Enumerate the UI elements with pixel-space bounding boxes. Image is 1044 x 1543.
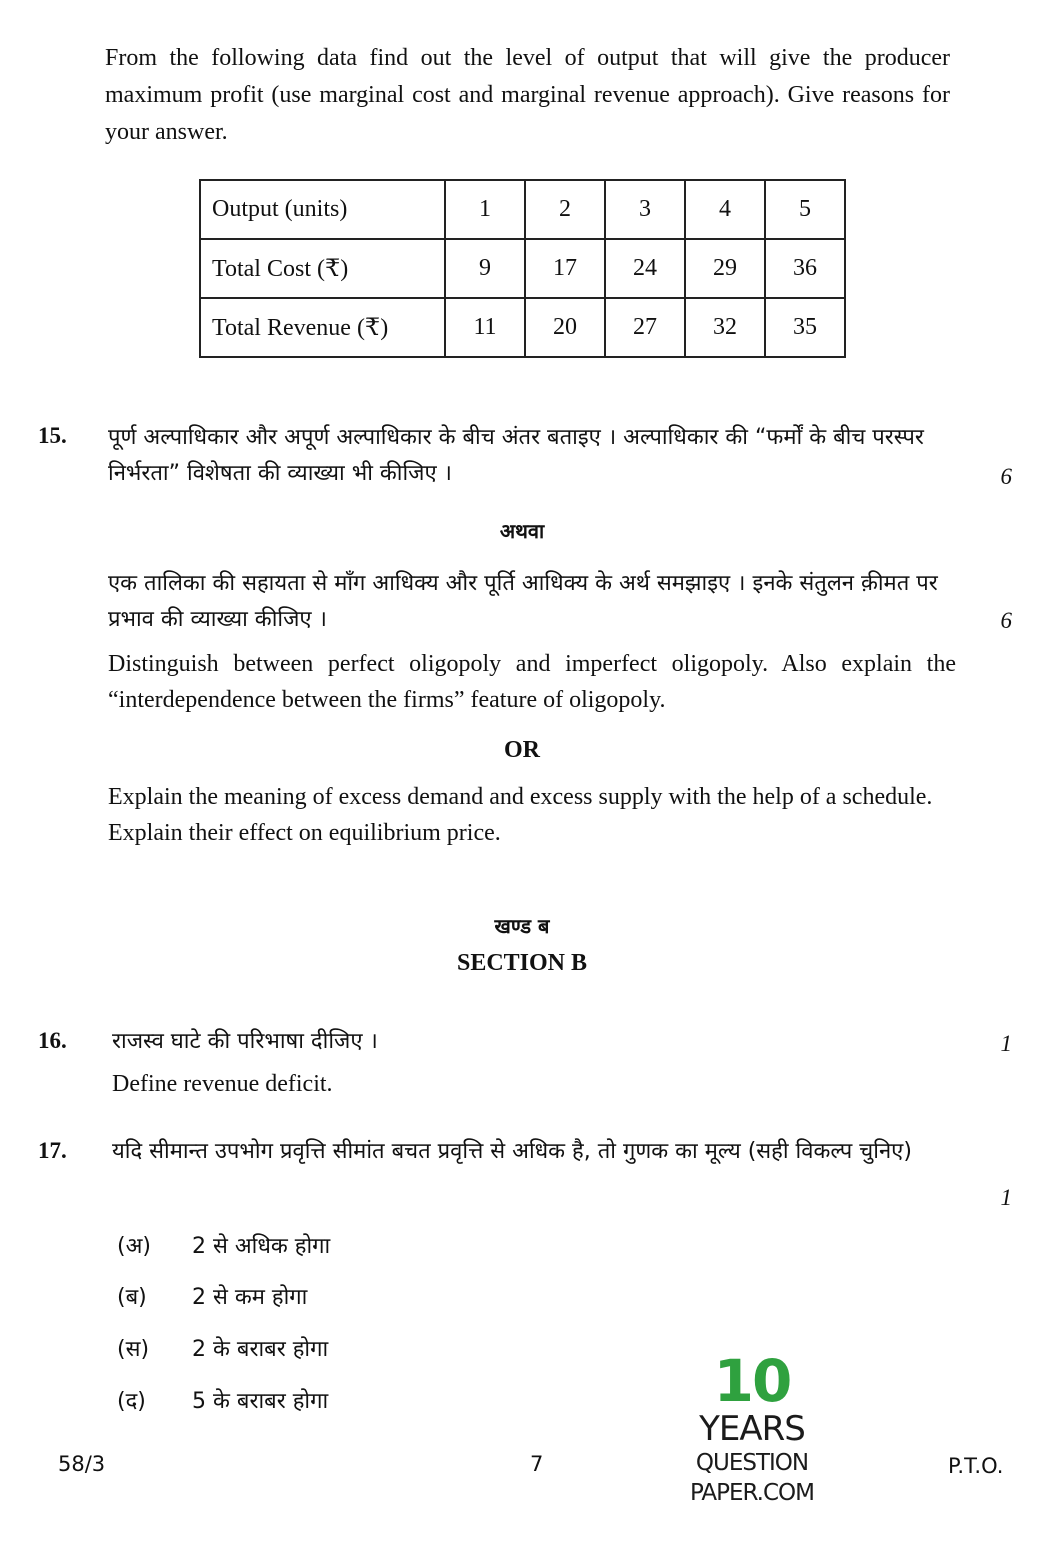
table-cell: 20 bbox=[525, 298, 605, 357]
table-cell: 11 bbox=[445, 298, 525, 357]
table-cell: 5 bbox=[765, 180, 845, 239]
question-16-number: 16. bbox=[38, 1028, 67, 1053]
cost-revenue-table bbox=[199, 179, 846, 358]
table-cell: 3 bbox=[605, 180, 685, 239]
page-number: 7 bbox=[530, 1452, 544, 1476]
question-15-hindi: पूर्ण अल्पाधिकार और अपूर्ण अल्पाधिकार के बीच अंतर बताइए । अल्पाधिकार की “फर्मों के बीच परस्पर निर्भरता” विशेषता की व्याख्या भी कीजिए । bbox=[108, 425, 924, 486]
option-label: (अ) bbox=[117, 1234, 151, 1259]
logo-site-name: QUESTION PAPER.COM bbox=[689, 1450, 814, 1506]
table-cell: 36 bbox=[765, 239, 845, 298]
pto-label: P.T.O. bbox=[948, 1454, 1004, 1478]
table-cell: 35 bbox=[765, 298, 845, 357]
question-15-marks: 6 bbox=[1000, 464, 1012, 489]
table-cell: 32 bbox=[685, 298, 765, 357]
question-15-hindi-alternative: एक तालिका की सहायता से माँग आधिक्य और पूर्ति आधिक्य के अर्थ समझाइए । इनके संतुलन क़ीमत पर प्रभाव की व्याख्या कीजिए । bbox=[108, 571, 938, 632]
row-label: Total Cost (₹) bbox=[200, 239, 445, 298]
question-16-marks: 1 bbox=[1000, 1031, 1012, 1056]
question-16-hindi: राजस्व घाटे की परिभाषा दीजिए । bbox=[112, 1029, 378, 1054]
paper-code: 58/3 bbox=[58, 1452, 106, 1476]
question-15-english-alternative: Explain the meaning of excess demand and excess supply with the help of a schedule. Explain their effect on equilibrium price. bbox=[108, 784, 933, 846]
option-a bbox=[117, 1230, 517, 1262]
table-cell: 27 bbox=[605, 298, 685, 357]
option-label: (स) bbox=[117, 1337, 150, 1362]
or-hindi: अथवा bbox=[499, 519, 545, 543]
logo-years: YEARS bbox=[699, 1409, 805, 1449]
section-heading: SECTION B bbox=[456, 950, 588, 976]
option-text: 2 से कम होगा bbox=[192, 1285, 308, 1310]
or-english: OR bbox=[504, 737, 540, 763]
site-logo bbox=[633, 1347, 871, 1508]
question-17-marks: 1 bbox=[1000, 1185, 1012, 1210]
question-17-hindi: यदि सीमान्त उपभोग प्रवृत्ति सीमांत बचत प्रवृत्ति से अधिक है, तो गुणक का मूल्य (सही विकल्प चुनिए) bbox=[112, 1139, 912, 1164]
table-row bbox=[200, 239, 845, 298]
table-cell: 17 bbox=[525, 239, 605, 298]
question-15-alt-marks: 6 bbox=[1000, 608, 1012, 633]
section-heading-hindi: खण्ड ब bbox=[494, 914, 550, 938]
option-label: (ब) bbox=[117, 1285, 147, 1310]
table-cell: 2 bbox=[525, 180, 605, 239]
option-c bbox=[117, 1333, 517, 1365]
table-cell: 9 bbox=[445, 239, 525, 298]
question-17-number: 17. bbox=[38, 1138, 67, 1163]
option-label: (द) bbox=[117, 1389, 146, 1414]
option-d bbox=[117, 1385, 517, 1417]
option-b bbox=[117, 1281, 517, 1313]
question-15-english: Distinguish between perfect oligopoly and imperfect oligopoly. Also explain the “interdependence between the firms” feature of oligopoly. bbox=[108, 651, 956, 713]
table-cell: 24 bbox=[605, 239, 685, 298]
table-cell: 1 bbox=[445, 180, 525, 239]
question-16-english: Define revenue deficit. bbox=[112, 1071, 333, 1097]
option-text: 2 के बराबर होगा bbox=[192, 1337, 329, 1362]
option-text: 2 से अधिक होगा bbox=[192, 1234, 331, 1259]
option-text: 5 के बराबर होगा bbox=[192, 1389, 329, 1414]
logo-number: 10 bbox=[713, 1347, 791, 1415]
table-row bbox=[200, 180, 845, 239]
table-cell: 29 bbox=[685, 239, 765, 298]
question-15-number: 15. bbox=[38, 423, 67, 448]
intro-paragraph: From the following data find out the level of output that will give the producer maximum profit (use marginal cost and marginal revenue approach). Give reasons for your answer. bbox=[105, 45, 950, 145]
table-cell: 4 bbox=[685, 180, 765, 239]
table-row bbox=[200, 298, 845, 357]
row-label: Output (units) bbox=[200, 180, 445, 239]
row-label: Total Revenue (₹) bbox=[200, 298, 445, 357]
